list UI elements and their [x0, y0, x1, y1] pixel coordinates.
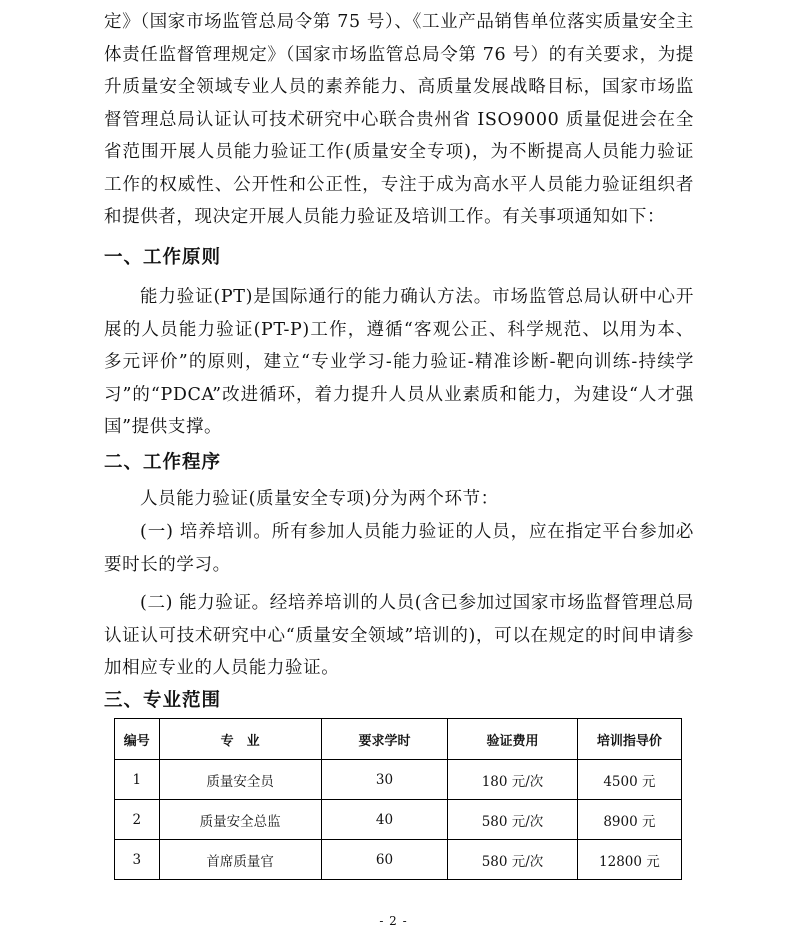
table-row [115, 760, 682, 800]
section2-heading: 二、工作程序 [104, 452, 222, 473]
header-price: 培训指导价 [577, 719, 681, 760]
section1-heading: 一、工作原则 [104, 247, 222, 268]
cell-fee: 580 元/次 [448, 800, 578, 840]
header-major: 专 业 [159, 719, 321, 760]
cell-hours: 40 [321, 800, 448, 840]
table-header-row [115, 719, 682, 760]
header-number: 编号 [115, 719, 160, 760]
cell-price: 8900 元 [577, 800, 681, 840]
cell-fee: 180 元/次 [448, 760, 578, 800]
cell-number: 2 [115, 800, 160, 840]
cell-major: 首席质量官 [159, 840, 321, 880]
header-hours: 要求学时 [321, 719, 448, 760]
cell-number: 1 [115, 760, 160, 800]
scope-table [114, 718, 682, 880]
cell-hours: 30 [321, 760, 448, 800]
cell-fee: 580 元/次 [448, 840, 578, 880]
table-row [115, 840, 682, 880]
section2-item2: (二) 能力验证。经培养培训的人员(含已参加过国家市场监督管理总局认证认可技术研究中心“质量安全领域”培训的)，可以在规定的时间申请参加相应专业的人员能力验证。 [104, 593, 694, 678]
section2-paragraph: 人员能力验证(质量安全专项)分为两个环节： [140, 489, 499, 509]
cell-price: 4500 元 [577, 760, 681, 800]
cell-major: 质量安全总监 [159, 800, 321, 840]
cell-hours: 60 [321, 840, 448, 880]
cell-number: 3 [115, 840, 160, 880]
section2-item1: (一) 培养培训。所有参加人员能力验证的人员，应在指定平台参加必要时长的学习。 [104, 522, 694, 575]
section1-paragraph: 能力验证(PT)是国际通行的能力确认方法。市场监管总局认研中心开展的人员能力验证(PT-P)工作，遵循“客观公正、科学规范、以用为本、多元评价”的原则，建立“专业学习-能力验证-精准诊断-靶向训练-持续学习”的“PDCA”改进循环，着力提升人员从业素质和能力，为建设“人才强国”提供支撑。 [104, 287, 694, 437]
header-fee: 验证费用 [448, 719, 578, 760]
cell-major: 质量安全员 [159, 760, 321, 800]
cell-price: 12800 元 [577, 840, 681, 880]
section3-heading: 三、专业范围 [104, 690, 222, 711]
table-row [115, 800, 682, 840]
page-number: - 2 - [379, 914, 408, 928]
intro-paragraph: 定》（国家市场监管总局令第 75 号）、《工业产品销售单位落实质量安全主体责任监督管理规定》（国家市场监管总局令第 76 号）的有关要求，为提升质量安全领域专业人员的素养能力、高质量发展战略目标，国家市场监督管理总局认证认可技术研究中心联合贵州省 ISO9000 质量促进会在全省范围开展人员能力验证工作(质量安全专项)，为不断提高人员能力验证工作的权威性、公开性和公正性，专注于成为高水平人员能力验证组织者和提供者，现决定开展人员能力验证及培训工作。有关事项通知如下： [104, 12, 694, 227]
